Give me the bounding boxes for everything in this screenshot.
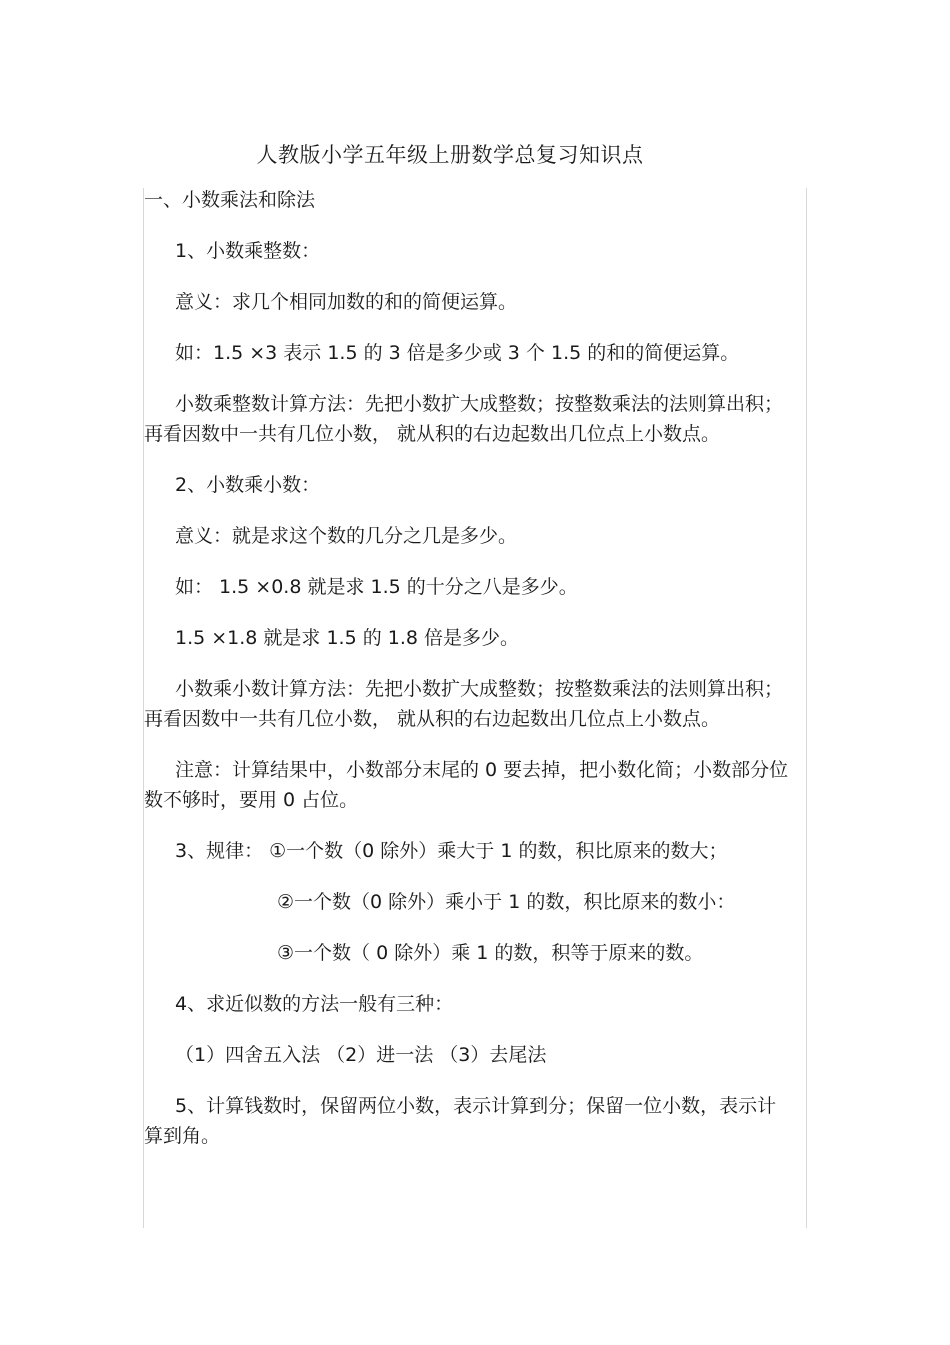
frame-line-right <box>806 188 807 1228</box>
item-2-method: 小数乘小数计算方法：先把小数扩大成整数；按整数乘法的法则算出积；再看因数中一共有几位小数， 就从积的右边起数出几位点上小数点。 <box>144 678 784 730</box>
item-3-rule-3: ③一个数（ 0 除外）乘 1 的数，积等于原来的数。 <box>277 942 704 964</box>
item-2-example-1: 如： 1.5 ×0.8 就是求 1.5 的十分之八是多少。 <box>175 576 578 598</box>
section-heading: 一、小数乘法和除法 <box>144 189 316 211</box>
item-1-heading: 1、小数乘整数： <box>175 240 321 262</box>
item-5: 5、计算钱数时，保留两位小数，表示计算到分；保留一位小数，表示计算到角。 <box>144 1095 777 1147</box>
item-1-meaning: 意义：求几个相同加数的和的简便运算。 <box>175 291 518 313</box>
item-3-rule-1: 3、规律： ①一个数（0 除外）乘大于 1 的数，积比原来的数大； <box>175 840 728 862</box>
item-4-heading: 4、求近似数的方法一般有三种： <box>175 993 454 1015</box>
item-2-example-2: 1.5 ×1.8 就是求 1.5 的 1.8 倍是多少。 <box>175 627 520 649</box>
document-body <box>144 185 794 1172</box>
item-2-meaning: 意义：就是求这个数的几分之几是多少。 <box>175 525 518 547</box>
item-2-note: 注意：计算结果中，小数部分末尾的 0 要去掉，把小数化简；小数部分位数不够时，要用 0 占位。 <box>144 759 789 811</box>
page-title: 人教版小学五年级上册数学总复习知识点 <box>256 143 644 167</box>
item-4-methods: （1）四舍五入法 （2）进一法 （3）去尾法 <box>175 1044 547 1066</box>
item-1-example: 如：1.5 ×3 表示 1.5 的 3 倍是多少或 3 个 1.5 的和的简便运算。 <box>175 342 740 364</box>
item-2-heading: 2、小数乘小数： <box>175 474 321 496</box>
item-1-method: 小数乘整数计算方法：先把小数扩大成整数；按整数乘法的法则算出积；再看因数中一共有几位小数， 就从积的右边起数出几位点上小数点。 <box>144 393 784 445</box>
item-3-rule-2: ②一个数（0 除外）乘小于 1 的数，积比原来的数小： <box>277 891 736 913</box>
